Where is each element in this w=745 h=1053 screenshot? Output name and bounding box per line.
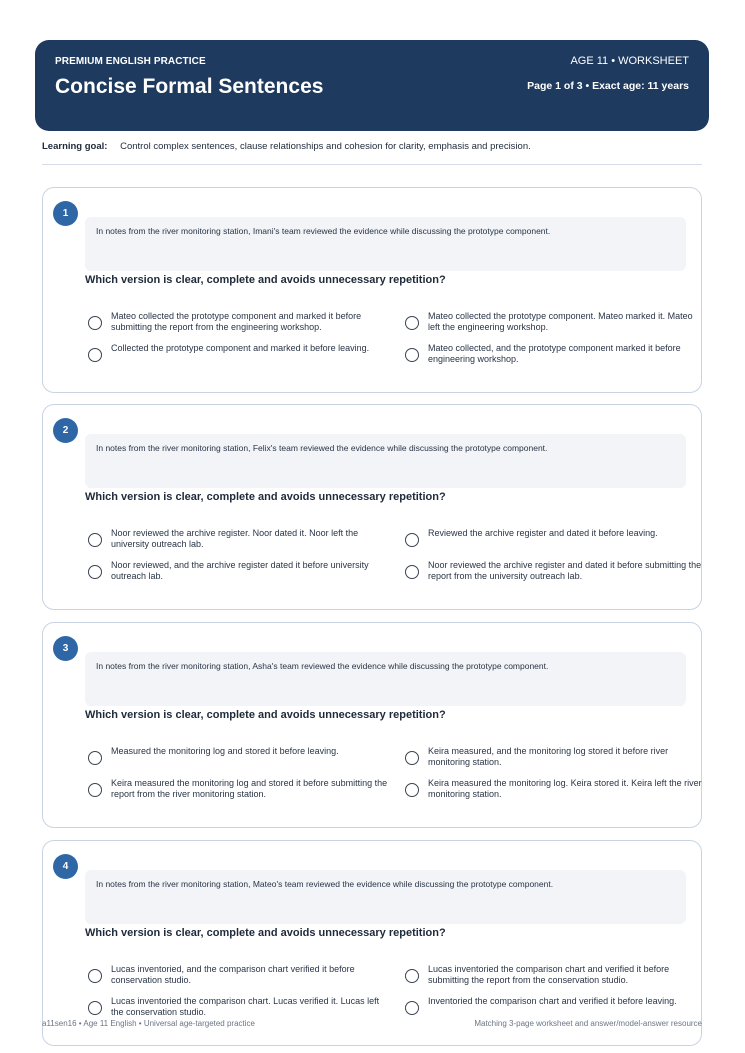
question-number-badge: 2 — [53, 418, 78, 443]
header-page-info: Page 1 of 3 • Exact age: 11 years — [527, 80, 689, 92]
question-prompt: Which version is clear, complete and avoids unnecessary repetition? — [85, 491, 446, 503]
radio-button[interactable] — [88, 316, 102, 330]
radio-button[interactable] — [88, 751, 102, 765]
question-number-badge: 3 — [53, 636, 78, 661]
answer-option[interactable] — [88, 343, 388, 362]
answer-option[interactable] — [405, 746, 705, 768]
question-context: In notes from the river monitoring station, Asha's team reviewed the evidence while discussing the prototype component. — [85, 652, 686, 706]
answer-option-label: Inventoried the comparison chart and verified it before leaving. — [428, 996, 677, 1006]
answer-option[interactable] — [88, 964, 388, 986]
answer-option-label: Noor reviewed, and the archive register dated it before university outreach lab. — [111, 560, 369, 581]
radio-button[interactable] — [405, 348, 419, 362]
answer-option[interactable] — [405, 996, 705, 1015]
radio-button[interactable] — [88, 1001, 102, 1015]
answer-option[interactable] — [88, 778, 388, 800]
answer-option[interactable] — [405, 343, 705, 365]
answer-option[interactable] — [88, 746, 388, 765]
answer-option-label: Noor reviewed the archive register. Noor dated it. Noor left the university outreach lab. — [111, 528, 359, 549]
answer-option-label: Keira measured the monitoring log and stored it before submitting the report from the river monitoring station. — [111, 778, 388, 799]
answer-option-label: Keira measured the monitoring log. Keira stored it. Keira left the river monitoring station. — [428, 778, 702, 799]
answer-option[interactable] — [88, 560, 388, 582]
answer-option[interactable] — [88, 311, 388, 333]
answer-option[interactable] — [405, 964, 705, 986]
radio-button[interactable] — [405, 783, 419, 797]
worksheet-header — [35, 40, 709, 131]
radio-button[interactable] — [405, 969, 419, 983]
question-card-3 — [42, 622, 702, 828]
question-prompt: Which version is clear, complete and avoids unnecessary repetition? — [85, 927, 446, 939]
answer-option-label: Mateo collected the prototype component and marked it before submitting the report from the engineering workshop. — [111, 311, 362, 332]
question-context: In notes from the river monitoring station, Mateo's team reviewed the evidence while discussing the prototype component. — [85, 870, 686, 924]
question-card-2 — [42, 404, 702, 610]
header-eyebrow: PREMIUM ENGLISH PRACTICE — [55, 56, 206, 67]
question-card-1 — [42, 187, 702, 393]
answer-option-label: Lucas inventoried the comparison chart and verified it before submitting the report from the conservation studio. — [428, 964, 670, 985]
page-title: Concise Formal Sentences — [55, 75, 324, 98]
answer-option-label: Measured the monitoring log and stored it before leaving. — [111, 746, 339, 756]
radio-button[interactable] — [88, 348, 102, 362]
answer-option-label: Keira measured, and the monitoring log stored it before river monitoring station. — [428, 746, 669, 767]
answer-option-label: Collected the prototype component and marked it before leaving. — [111, 343, 370, 353]
answer-option[interactable] — [88, 996, 388, 1018]
footer-right: Matching 3-page worksheet and answer/model-answer resource — [474, 1019, 702, 1028]
question-number-badge: 1 — [53, 201, 78, 226]
footer-left: a11sen16 • Age 11 English • Universal age-targeted practice — [42, 1019, 255, 1028]
learning-goal — [42, 141, 531, 152]
divider — [42, 164, 702, 165]
answer-option-label: Mateo collected, and the prototype component marked it before engineering workshop. — [428, 343, 681, 364]
radio-button[interactable] — [88, 533, 102, 547]
learning-goal-text: Control complex sentences, clause relationships and cohesion for clarity, emphasis and precision. — [120, 141, 531, 152]
question-context: In notes from the river monitoring station, Imani's team reviewed the evidence while discussing the prototype component. — [85, 217, 686, 271]
question-prompt: Which version is clear, complete and avoids unnecessary repetition? — [85, 709, 446, 721]
answer-option-label: Lucas inventoried the comparison chart. Lucas verified it. Lucas left the conservation studio. — [111, 996, 380, 1017]
radio-button[interactable] — [88, 783, 102, 797]
question-context: In notes from the river monitoring station, Felix's team reviewed the evidence while discussing the prototype component. — [85, 434, 686, 488]
answer-option-label: Lucas inventoried, and the comparison chart verified it before conservation studio. — [111, 964, 355, 985]
answer-option[interactable] — [405, 560, 705, 582]
header-age-label: AGE 11 • WORKSHEET — [570, 55, 689, 67]
radio-button[interactable] — [88, 565, 102, 579]
answer-option[interactable] — [405, 528, 705, 547]
answer-option-label: Mateo collected the prototype component. Mateo marked it. Mateo left the engineering workshop. — [428, 311, 693, 332]
answer-option-label: Noor reviewed the archive register and dated it before submitting the report from the university outreach lab. — [428, 560, 702, 581]
radio-button[interactable] — [405, 316, 419, 330]
learning-goal-label: Learning goal: — [42, 141, 108, 152]
answer-option[interactable] — [405, 311, 705, 333]
radio-button[interactable] — [405, 565, 419, 579]
answer-option[interactable] — [88, 528, 388, 550]
radio-button[interactable] — [405, 533, 419, 547]
answer-option-label: Reviewed the archive register and dated it before leaving. — [428, 528, 658, 538]
question-card-4 — [42, 840, 702, 1046]
answer-option[interactable] — [405, 778, 705, 800]
question-prompt: Which version is clear, complete and avoids unnecessary repetition? — [85, 274, 446, 286]
radio-button[interactable] — [405, 751, 419, 765]
radio-button[interactable] — [405, 1001, 419, 1015]
radio-button[interactable] — [88, 969, 102, 983]
question-number-badge: 4 — [53, 854, 78, 879]
